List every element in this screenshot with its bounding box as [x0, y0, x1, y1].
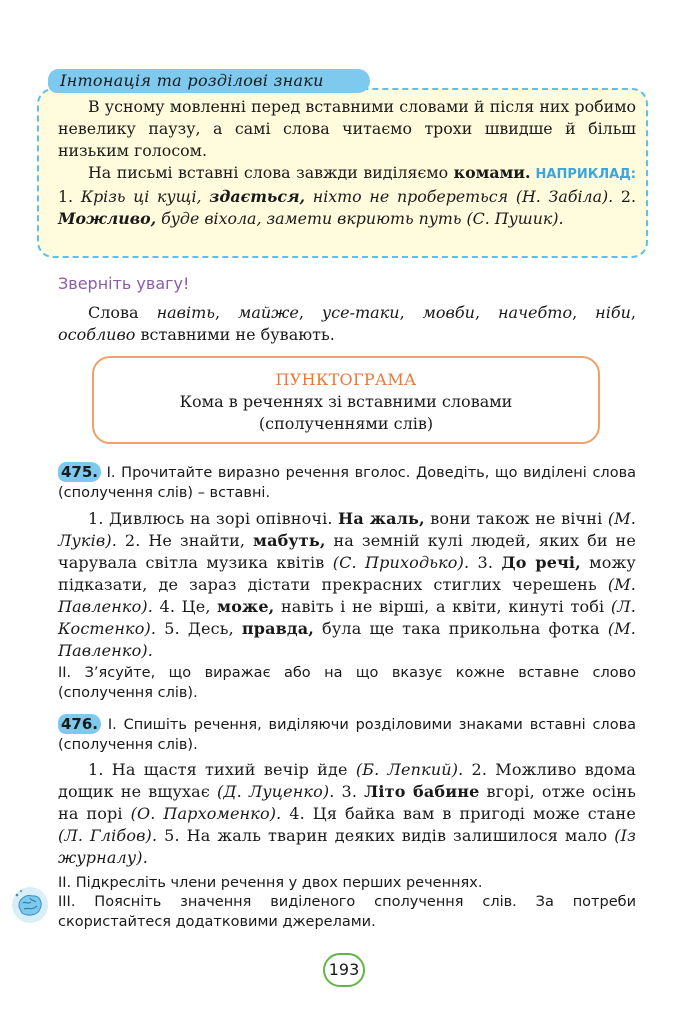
exercise-475-task-2: ІІ. З’ясуйте, що виражає або на що вказує кожне вставне слово (сполучення слів). [58, 665, 636, 701]
exercise-476-task-2: ІІ. Підкресліть члени речення у двох перших реченнях. [58, 875, 483, 891]
exercise-476-task-3: ІІІ. Поясніть значення виділеного сполучення слів. За потреби скористайтеся додатковими джерелами. [58, 894, 636, 930]
exercise-475-text: 1. Дивлюсь на зорі опівночі. На жаль, вони також не вічні (М. Луків). 2. Не знайти, мабуть, на земній кулі людей, яких би не чарувала світла музика квітів (С. Приходько). 3. До речі, можу підказати, де зараз дістати прекрасних стиглих черешень (М. Павленко). 4. Це, може, навіть і не вірші, а квіти, кинуті тобі (Л. Костенко). 5. Десь, правда, була ще така прикольна фотка (М. Павленко). [58, 509, 636, 660]
page-number: 193 [323, 953, 365, 987]
brain-icon [10, 885, 50, 925]
intonation-paragraph-2: На письмі вставні слова завжди виділяємо комами. НАПРИКЛАД: 1. Крізь ці кущі, здається, ніхто не проберетьcя (Н. Забіла). 2. Можливо, буде віхола, замети вкриють путь (С. Пушик). [58, 163, 637, 228]
attention-title: Зверніть увагу! [58, 274, 190, 293]
exercise-476-task-1: 476. І. Спишіть речення, виділяючи розділовими знаками вставні слова (сполучення слів). [58, 715, 636, 753]
example-label: НАПРИКЛАД: [530, 167, 637, 182]
punktogram-line-2: (сполученнями слів) [258, 414, 434, 433]
intonation-paragraph-1: В усному мовленні перед вставними словами й після них робимо невелику паузу, а самі слова читаємо трохи швидше й більш низьким голосом. [58, 97, 636, 160]
punktogram-title: ПУНКТОГРАМА [275, 370, 417, 389]
punktogram-line-1: Кома в реченнях зі вставними словами [179, 392, 513, 411]
exercise-number-475: 475. [58, 462, 101, 482]
intonation-title: Інтонація та розділові знаки [48, 69, 370, 93]
punktogram-box [92, 356, 600, 444]
exercise-476-text: 1. На щастя тихий вечір йде (Б. Лепкий). 2. Можливо вдома дощик не вщухає (Д. Луценко). 3. Літо бабине вгорі, отже осінь на порі (О. Пархоменко). 4. Ця байка вам в пригоді може стане (Л. Глібов). 5. На жаль тварин деяких видів залишилося мало (Із журналу). [58, 760, 636, 867]
exercise-number-476: 476. [58, 714, 101, 734]
exercise-475-task-1: 475. І. Прочитайте виразно речення вголос. Доведіть, що виділені слова (сполучення слів) – вставні. [58, 463, 636, 501]
attention-text: Слова навіть, майже, усе-таки, мовби, начебто, ніби, особливо вставними не бувають. [58, 303, 636, 344]
